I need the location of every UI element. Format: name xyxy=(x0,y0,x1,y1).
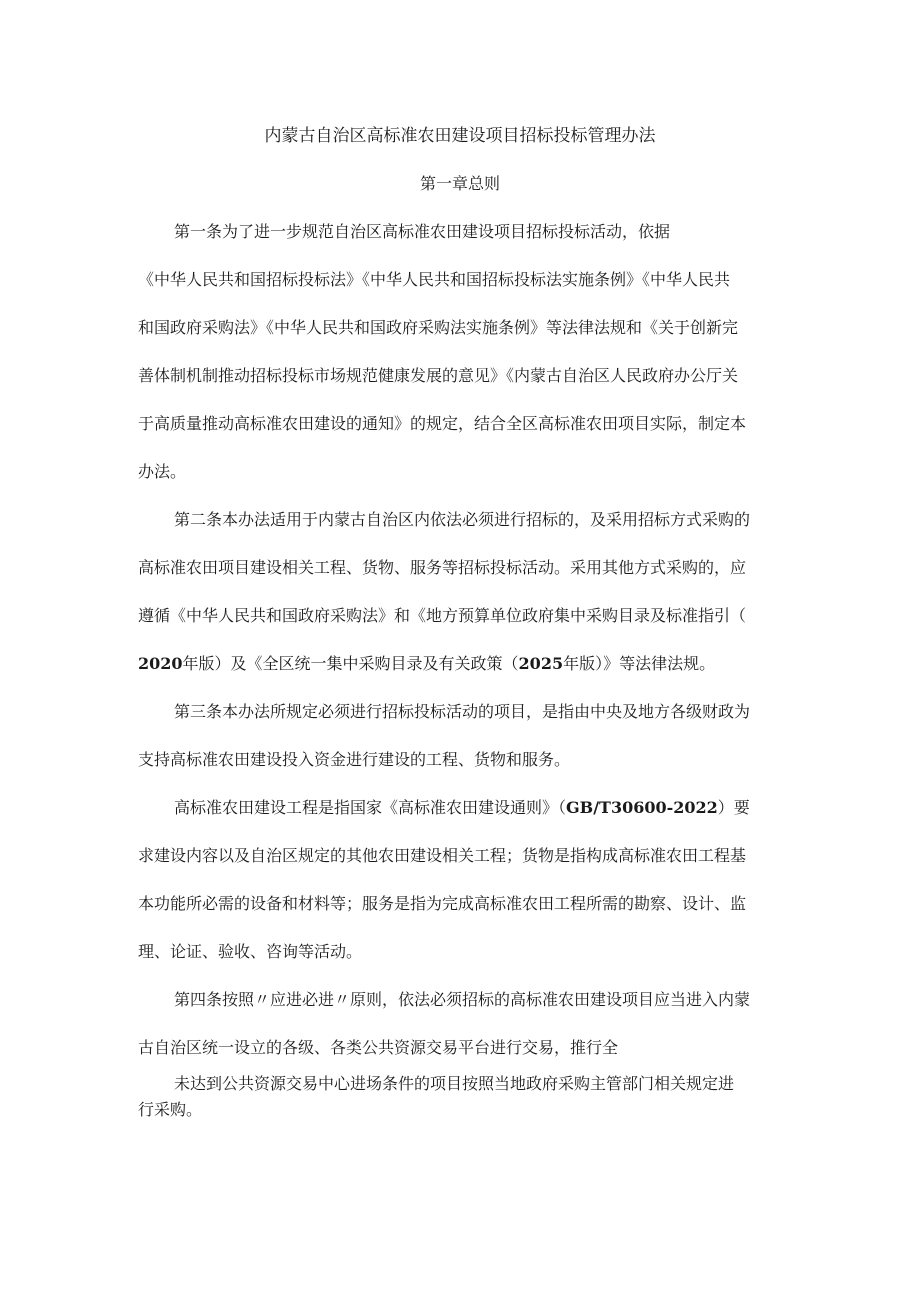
paragraph-line: 办法。 xyxy=(138,462,187,481)
paragraph-line: 于高质量推动高标准农田建设的通知》的规定，结合全区高标准农田项目实际，制定本 xyxy=(138,414,747,433)
paragraph-line: 第一条为了进一步规范自治区高标准农田建设项目招标投标活动，依据 xyxy=(174,222,671,241)
paragraph-line: 本功能所必需的设备和材料等；服务是指为完成高标准农田工程所需的勘察、设计、监 xyxy=(138,894,747,913)
year-number: 2020 xyxy=(138,654,183,673)
paragraph-line: 和国政府采购法》《中华人民共和国政府采购法实施条例》等法律法规和《关于创新完 xyxy=(138,318,739,337)
paragraph-line xyxy=(138,652,788,676)
text-segment: 年版）》等法律法规。 xyxy=(563,654,716,673)
paragraph-line: 求建设内容以及自治区规定的其他农田建设相关工程；货物是指构成高标准农田工程基 xyxy=(138,846,747,865)
paragraph-line: 第四条按照〃应进必进〃原则，依法必须招标的高标准农田建设项目应当进入内蒙 xyxy=(174,990,751,1009)
paragraph-line: 古自治区统一设立的各级、各类公共资源交易平台进行交易，推行全 xyxy=(138,1038,619,1057)
document-title: 内蒙古自治区高标准农田建设项目招标投标管理办法 xyxy=(264,126,656,146)
paragraph-line: 未达到公共资源交易中心进场条件的项目按照当地政府采购主管部门相关规定进 xyxy=(174,1074,735,1093)
year-number: 2025 xyxy=(518,654,564,673)
chapter-heading: 第一章总则 xyxy=(419,174,500,193)
paragraph-line: 遵循《中华人民共和国政府采购法》和《地方预算单位政府集中采购目录及标准指引（ xyxy=(138,606,747,625)
paragraph-line: 善体制机制推动招标投标市场规范健康发展的意见》《内蒙古自治区人民政府办公厅关 xyxy=(138,366,739,385)
text-segment: ）要 xyxy=(717,798,750,817)
standard-code: GB/T30600-2022 xyxy=(566,798,718,817)
text-segment: 高标准农田建设工程是指国家《高标准农田建设通则》（ xyxy=(174,798,567,817)
paragraph-line: 行采购。 xyxy=(138,1100,203,1119)
paragraph-line: 第二条本办法适用于内蒙古自治区内依法必须进行招标的，及采用招标方式采购的 xyxy=(174,510,751,529)
paragraph-line xyxy=(174,796,788,820)
paragraph-line: 支持高标准农田建设投入资金进行建设的工程、货物和服务。 xyxy=(138,750,571,769)
paragraph-line: 第三条本办法所规定必须进行招标投标活动的项目，是指由中央及地方各级财政为 xyxy=(174,702,751,721)
paragraph-line: 高标准农田项目建设相关工程、货物、服务等招标投标活动。采用其他方式采购的，应 xyxy=(138,558,747,577)
paragraph-line: 理、论证、验收、咨询等活动。 xyxy=(138,942,363,961)
paragraph-line: 《中华人民共和国招标投标法》《中华人民共和国招标投标法实施条例》《中华人民共 xyxy=(138,270,731,289)
text-segment: 年版）及《全区统一集中采购目录及有关政策（ xyxy=(182,654,519,673)
